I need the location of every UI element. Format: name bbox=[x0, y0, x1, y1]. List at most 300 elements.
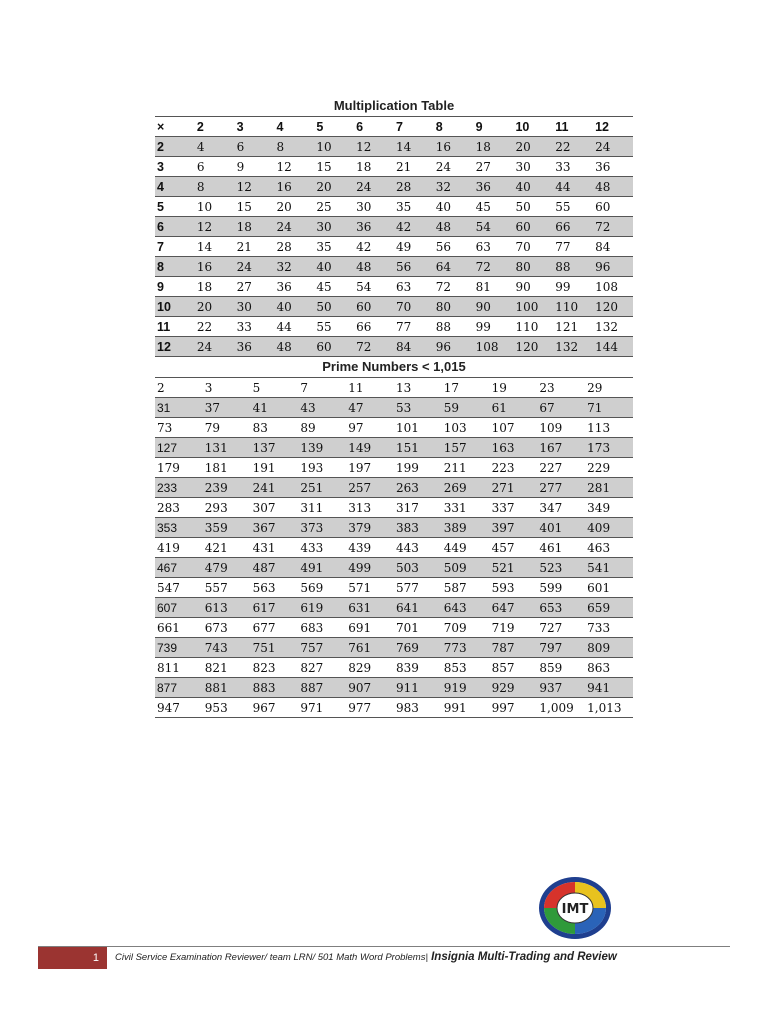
table-cell: 983 bbox=[394, 698, 442, 718]
table-cell: 911 bbox=[394, 678, 442, 698]
table-cell: 17 bbox=[442, 378, 490, 398]
table-cell: 593 bbox=[490, 578, 538, 598]
table-cell: 797 bbox=[537, 638, 585, 658]
table-cell: 40 bbox=[513, 177, 553, 197]
table-cell: 10 bbox=[513, 117, 553, 137]
table-cell: 937 bbox=[537, 678, 585, 698]
table-cell: 14 bbox=[394, 137, 434, 157]
table-cell: 251 bbox=[298, 478, 346, 498]
table-cell: 883 bbox=[251, 678, 299, 698]
footer-brand: Insignia Multi-Trading and Review bbox=[427, 951, 617, 963]
table-cell: 941 bbox=[585, 678, 633, 698]
table-cell: 6 bbox=[235, 137, 275, 157]
table-row bbox=[155, 438, 633, 458]
table-cell: 293 bbox=[203, 498, 251, 518]
table-cell: 769 bbox=[394, 638, 442, 658]
page-number: 1 bbox=[38, 947, 107, 969]
table-row bbox=[155, 157, 633, 177]
table-cell: 24 bbox=[235, 257, 275, 277]
table-cell: 3 bbox=[235, 117, 275, 137]
table-cell: 313 bbox=[346, 498, 394, 518]
table-cell: 359 bbox=[203, 518, 251, 538]
table-cell: 139 bbox=[298, 438, 346, 458]
table-row bbox=[155, 538, 633, 558]
table-cell: 557 bbox=[203, 578, 251, 598]
table-cell: 37 bbox=[203, 398, 251, 418]
table-cell: 96 bbox=[593, 257, 633, 277]
seal-icon bbox=[538, 876, 612, 940]
table-cell: 991 bbox=[442, 698, 490, 718]
table-cell: 20 bbox=[274, 197, 314, 217]
table-cell: 653 bbox=[537, 598, 585, 618]
table-cell: 42 bbox=[394, 217, 434, 237]
table-cell: 907 bbox=[346, 678, 394, 698]
table-cell: 10 bbox=[155, 297, 195, 317]
table-cell: 23 bbox=[537, 378, 585, 398]
table-cell: 643 bbox=[442, 598, 490, 618]
table-cell: 499 bbox=[346, 558, 394, 578]
table-cell: 673 bbox=[203, 618, 251, 638]
table-cell: 27 bbox=[235, 277, 275, 297]
table-cell: 21 bbox=[235, 237, 275, 257]
table-cell: 15 bbox=[235, 197, 275, 217]
table-cell: 50 bbox=[513, 197, 553, 217]
table-cell: 12 bbox=[195, 217, 235, 237]
table-cell: 227 bbox=[537, 458, 585, 478]
table-cell: 509 bbox=[442, 558, 490, 578]
table-cell: 839 bbox=[394, 658, 442, 678]
table-cell: 48 bbox=[354, 257, 394, 277]
table-cell: 619 bbox=[298, 598, 346, 618]
table-cell: 83 bbox=[251, 418, 299, 438]
table-cell: 101 bbox=[394, 418, 442, 438]
table-cell: 463 bbox=[585, 538, 633, 558]
table-cell: 709 bbox=[442, 618, 490, 638]
table-cell: 60 bbox=[354, 297, 394, 317]
table-cell: 857 bbox=[490, 658, 538, 678]
table-cell: 947 bbox=[155, 698, 203, 718]
table-cell: 761 bbox=[346, 638, 394, 658]
table-row bbox=[155, 177, 633, 197]
table-row bbox=[155, 578, 633, 598]
table-cell: 2 bbox=[155, 137, 195, 157]
table-cell: 409 bbox=[585, 518, 633, 538]
table-cell: 811 bbox=[155, 658, 203, 678]
table-cell: 35 bbox=[314, 237, 354, 257]
table-cell: 373 bbox=[298, 518, 346, 538]
table-cell: 677 bbox=[251, 618, 299, 638]
table-row bbox=[155, 277, 633, 297]
table-cell: 181 bbox=[203, 458, 251, 478]
table-cell: 36 bbox=[354, 217, 394, 237]
table-cell: 18 bbox=[235, 217, 275, 237]
table-cell: 337 bbox=[490, 498, 538, 518]
table-cell: 887 bbox=[298, 678, 346, 698]
table-cell: 70 bbox=[394, 297, 434, 317]
table-cell: 77 bbox=[553, 237, 593, 257]
table-cell: 223 bbox=[490, 458, 538, 478]
table-cell: 521 bbox=[490, 558, 538, 578]
table-cell: 389 bbox=[442, 518, 490, 538]
table-cell: 20 bbox=[314, 177, 354, 197]
table-cell: 72 bbox=[474, 257, 514, 277]
table-cell: 90 bbox=[474, 297, 514, 317]
table-cell: 80 bbox=[434, 297, 474, 317]
table-row bbox=[155, 398, 633, 418]
table-cell: 773 bbox=[442, 638, 490, 658]
table-cell: 977 bbox=[346, 698, 394, 718]
table-cell: 90 bbox=[513, 277, 553, 297]
table-cell: 383 bbox=[394, 518, 442, 538]
table-cell: 419 bbox=[155, 538, 203, 558]
table-cell: 40 bbox=[434, 197, 474, 217]
table-cell: 9 bbox=[155, 277, 195, 297]
table-cell: 563 bbox=[251, 578, 299, 598]
table-row bbox=[155, 658, 633, 678]
table-cell: 467 bbox=[155, 558, 203, 578]
table-cell: 60 bbox=[593, 197, 633, 217]
table-cell: 18 bbox=[354, 157, 394, 177]
table-cell: 271 bbox=[490, 478, 538, 498]
table-row bbox=[155, 217, 633, 237]
table-cell: 25 bbox=[314, 197, 354, 217]
table-cell: 22 bbox=[195, 317, 235, 337]
table-cell: 379 bbox=[346, 518, 394, 538]
table-cell: 33 bbox=[235, 317, 275, 337]
table-cell: 8 bbox=[274, 137, 314, 157]
footer-reviewer-text: Civil Service Examination Reviewer/ team LRN/ 501 Math Word Problems bbox=[115, 952, 426, 963]
table-cell: 144 bbox=[593, 337, 633, 357]
table-cell: 12 bbox=[155, 337, 195, 357]
table-cell: 9 bbox=[474, 117, 514, 137]
table-row bbox=[155, 378, 633, 398]
table-cell: 81 bbox=[474, 277, 514, 297]
table-row bbox=[155, 678, 633, 698]
table-cell: 823 bbox=[251, 658, 299, 678]
table-cell: 56 bbox=[434, 237, 474, 257]
table-row bbox=[155, 117, 633, 137]
table-cell: 11 bbox=[155, 317, 195, 337]
table-cell: 647 bbox=[490, 598, 538, 618]
table-cell: 971 bbox=[298, 698, 346, 718]
table-cell: 20 bbox=[513, 137, 553, 157]
table-cell: 121 bbox=[553, 317, 593, 337]
table-cell: 30 bbox=[235, 297, 275, 317]
table-cell: 72 bbox=[593, 217, 633, 237]
table-cell: 367 bbox=[251, 518, 299, 538]
table-cell: 151 bbox=[394, 438, 442, 458]
table-cell: 683 bbox=[298, 618, 346, 638]
footer-divider bbox=[38, 946, 730, 947]
table-cell: 80 bbox=[513, 257, 553, 277]
table-cell: 8 bbox=[155, 257, 195, 277]
table-cell: 48 bbox=[593, 177, 633, 197]
table-cell: 1,013 bbox=[585, 698, 633, 718]
table-cell: 487 bbox=[251, 558, 299, 578]
table-cell: 431 bbox=[251, 538, 299, 558]
table-cell: 108 bbox=[593, 277, 633, 297]
table-cell: 997 bbox=[490, 698, 538, 718]
table-cell: 61 bbox=[490, 398, 538, 418]
table-cell: 541 bbox=[585, 558, 633, 578]
table-cell: 967 bbox=[251, 698, 299, 718]
table-cell: 15 bbox=[314, 157, 354, 177]
table-cell: 30 bbox=[513, 157, 553, 177]
table-cell: 40 bbox=[314, 257, 354, 277]
table-row bbox=[155, 498, 633, 518]
table-cell: 48 bbox=[274, 337, 314, 357]
table-cell: 71 bbox=[585, 398, 633, 418]
table-cell: 449 bbox=[442, 538, 490, 558]
table-cell: 19 bbox=[490, 378, 538, 398]
table-row bbox=[155, 478, 633, 498]
table-cell: 317 bbox=[394, 498, 442, 518]
table-cell: 54 bbox=[474, 217, 514, 237]
table-cell: 55 bbox=[553, 197, 593, 217]
table-cell: 72 bbox=[434, 277, 474, 297]
table-cell: 127 bbox=[155, 438, 203, 458]
table-cell: 863 bbox=[585, 658, 633, 678]
table-cell: 353 bbox=[155, 518, 203, 538]
table-cell: 12 bbox=[593, 117, 633, 137]
table-cell: 179 bbox=[155, 458, 203, 478]
table-cell: 24 bbox=[354, 177, 394, 197]
table-row bbox=[155, 618, 633, 638]
table-cell: 443 bbox=[394, 538, 442, 558]
table-cell: 47 bbox=[346, 398, 394, 418]
table-cell: 55 bbox=[314, 317, 354, 337]
table-cell: 4 bbox=[155, 177, 195, 197]
table-cell: 829 bbox=[346, 658, 394, 678]
table-cell: 233 bbox=[155, 478, 203, 498]
table-cell: 10 bbox=[195, 197, 235, 217]
table-cell: 787 bbox=[490, 638, 538, 658]
table-row bbox=[155, 418, 633, 438]
table-cell: 953 bbox=[203, 698, 251, 718]
table-cell: 727 bbox=[537, 618, 585, 638]
table-cell: 173 bbox=[585, 438, 633, 458]
table-cell: 269 bbox=[442, 478, 490, 498]
table-cell: 347 bbox=[537, 498, 585, 518]
table-row bbox=[155, 197, 633, 217]
table-cell: 24 bbox=[593, 137, 633, 157]
table-cell: 45 bbox=[474, 197, 514, 217]
table-cell: 631 bbox=[346, 598, 394, 618]
table-cell: 577 bbox=[394, 578, 442, 598]
table-cell: 28 bbox=[274, 237, 314, 257]
table-row bbox=[155, 137, 633, 157]
table-cell: 149 bbox=[346, 438, 394, 458]
table-cell: 66 bbox=[553, 217, 593, 237]
table-cell: 661 bbox=[155, 618, 203, 638]
table-cell: 24 bbox=[274, 217, 314, 237]
table-cell: 11 bbox=[553, 117, 593, 137]
table-cell: 89 bbox=[298, 418, 346, 438]
table-cell: 29 bbox=[585, 378, 633, 398]
table-cell: 641 bbox=[394, 598, 442, 618]
table-row bbox=[155, 458, 633, 478]
table-cell: 77 bbox=[394, 317, 434, 337]
table-cell: 67 bbox=[537, 398, 585, 418]
table-cell: 132 bbox=[553, 337, 593, 357]
table-cell: 36 bbox=[593, 157, 633, 177]
table-cell: 22 bbox=[553, 137, 593, 157]
table-cell: 13 bbox=[394, 378, 442, 398]
table-cell: 827 bbox=[298, 658, 346, 678]
table-cell: 929 bbox=[490, 678, 538, 698]
table-cell: 11 bbox=[346, 378, 394, 398]
table-cell: 18 bbox=[474, 137, 514, 157]
table-cell: 4 bbox=[274, 117, 314, 137]
table-cell: 193 bbox=[298, 458, 346, 478]
table-row bbox=[155, 638, 633, 658]
table-cell: 433 bbox=[298, 538, 346, 558]
footer-text bbox=[115, 951, 617, 963]
table-cell: 27 bbox=[474, 157, 514, 177]
table-row bbox=[155, 558, 633, 578]
table-cell: 137 bbox=[251, 438, 299, 458]
multiplication-table bbox=[155, 116, 633, 357]
table-cell: 751 bbox=[251, 638, 299, 658]
table-cell: 48 bbox=[434, 217, 474, 237]
table-cell: 719 bbox=[490, 618, 538, 638]
table-cell: 211 bbox=[442, 458, 490, 478]
table-cell: 281 bbox=[585, 478, 633, 498]
multiplication-table-title: Multiplication Table bbox=[333, 98, 455, 113]
table-cell: 103 bbox=[442, 418, 490, 438]
table-cell: 701 bbox=[394, 618, 442, 638]
table-cell: 277 bbox=[537, 478, 585, 498]
table-cell: 88 bbox=[434, 317, 474, 337]
table-cell: 9 bbox=[235, 157, 275, 177]
table-cell: 587 bbox=[442, 578, 490, 598]
table-row bbox=[155, 698, 633, 718]
table-cell: 45 bbox=[314, 277, 354, 297]
table-cell: 16 bbox=[195, 257, 235, 277]
table-cell: 41 bbox=[251, 398, 299, 418]
table-cell: 32 bbox=[434, 177, 474, 197]
table-cell: 30 bbox=[354, 197, 394, 217]
table-cell: 113 bbox=[585, 418, 633, 438]
table-cell: 24 bbox=[434, 157, 474, 177]
table-cell: 36 bbox=[474, 177, 514, 197]
table-cell: 3 bbox=[155, 157, 195, 177]
table-cell: 8 bbox=[195, 177, 235, 197]
table-cell: 3 bbox=[203, 378, 251, 398]
table-cell: 132 bbox=[593, 317, 633, 337]
table-cell: 491 bbox=[298, 558, 346, 578]
table-cell: 60 bbox=[513, 217, 553, 237]
table-cell: 283 bbox=[155, 498, 203, 518]
table-cell: 63 bbox=[394, 277, 434, 297]
table-cell: 257 bbox=[346, 478, 394, 498]
table-cell: 72 bbox=[354, 337, 394, 357]
table-cell: 50 bbox=[314, 297, 354, 317]
table-cell: 881 bbox=[203, 678, 251, 698]
table-cell: 197 bbox=[346, 458, 394, 478]
table-cell: 919 bbox=[442, 678, 490, 698]
table-cell: 2 bbox=[195, 117, 235, 137]
table-cell: 35 bbox=[394, 197, 434, 217]
table-cell: 33 bbox=[553, 157, 593, 177]
table-cell: 31 bbox=[155, 398, 203, 418]
table-cell: 54 bbox=[354, 277, 394, 297]
insignia-seal-logo bbox=[538, 876, 612, 940]
table-cell: 28 bbox=[394, 177, 434, 197]
table-cell: 239 bbox=[203, 478, 251, 498]
table-cell: 64 bbox=[434, 257, 474, 277]
table-cell: 733 bbox=[585, 618, 633, 638]
table-cell: 307 bbox=[251, 498, 299, 518]
table-cell: 84 bbox=[394, 337, 434, 357]
table-cell: 199 bbox=[394, 458, 442, 478]
table-cell: 44 bbox=[553, 177, 593, 197]
table-cell: 853 bbox=[442, 658, 490, 678]
table-cell: 599 bbox=[537, 578, 585, 598]
table-cell: 21 bbox=[394, 157, 434, 177]
table-cell: 32 bbox=[274, 257, 314, 277]
table-row bbox=[155, 257, 633, 277]
table-cell: 14 bbox=[195, 237, 235, 257]
table-cell: 191 bbox=[251, 458, 299, 478]
table-cell: 30 bbox=[314, 217, 354, 237]
table-cell: 163 bbox=[490, 438, 538, 458]
table-cell: 63 bbox=[474, 237, 514, 257]
table-cell: 617 bbox=[251, 598, 299, 618]
table-row bbox=[155, 297, 633, 317]
table-cell: 167 bbox=[537, 438, 585, 458]
table-cell: 56 bbox=[394, 257, 434, 277]
table-cell: 18 bbox=[195, 277, 235, 297]
table-cell: 8 bbox=[434, 117, 474, 137]
table-cell: 859 bbox=[537, 658, 585, 678]
table-cell: 109 bbox=[537, 418, 585, 438]
table-cell: 547 bbox=[155, 578, 203, 598]
footer-separator: | bbox=[425, 952, 428, 963]
table-cell: 5 bbox=[155, 197, 195, 217]
table-cell: 79 bbox=[203, 418, 251, 438]
table-cell: 60 bbox=[314, 337, 354, 357]
table-cell: 479 bbox=[203, 558, 251, 578]
table-cell: 6 bbox=[354, 117, 394, 137]
table-cell: 877 bbox=[155, 678, 203, 698]
table-cell: 131 bbox=[203, 438, 251, 458]
table-row bbox=[155, 337, 633, 357]
table-row bbox=[155, 237, 633, 257]
table-cell: 59 bbox=[442, 398, 490, 418]
table-cell: 108 bbox=[474, 337, 514, 357]
table-cell: 607 bbox=[155, 598, 203, 618]
table-row bbox=[155, 598, 633, 618]
table-cell: 6 bbox=[155, 217, 195, 237]
table-cell: 757 bbox=[298, 638, 346, 658]
table-cell: 229 bbox=[585, 458, 633, 478]
table-cell: 44 bbox=[274, 317, 314, 337]
table-cell: 42 bbox=[354, 237, 394, 257]
table-cell: 16 bbox=[434, 137, 474, 157]
table-row bbox=[155, 317, 633, 337]
table-cell: 73 bbox=[155, 418, 203, 438]
table-cell: 401 bbox=[537, 518, 585, 538]
table-cell: 99 bbox=[553, 277, 593, 297]
table-cell: 1,009 bbox=[537, 698, 585, 718]
table-cell: 421 bbox=[203, 538, 251, 558]
table-cell: 100 bbox=[513, 297, 553, 317]
table-cell: 439 bbox=[346, 538, 394, 558]
table-cell: 88 bbox=[553, 257, 593, 277]
table-cell: 70 bbox=[513, 237, 553, 257]
table-cell: 397 bbox=[490, 518, 538, 538]
